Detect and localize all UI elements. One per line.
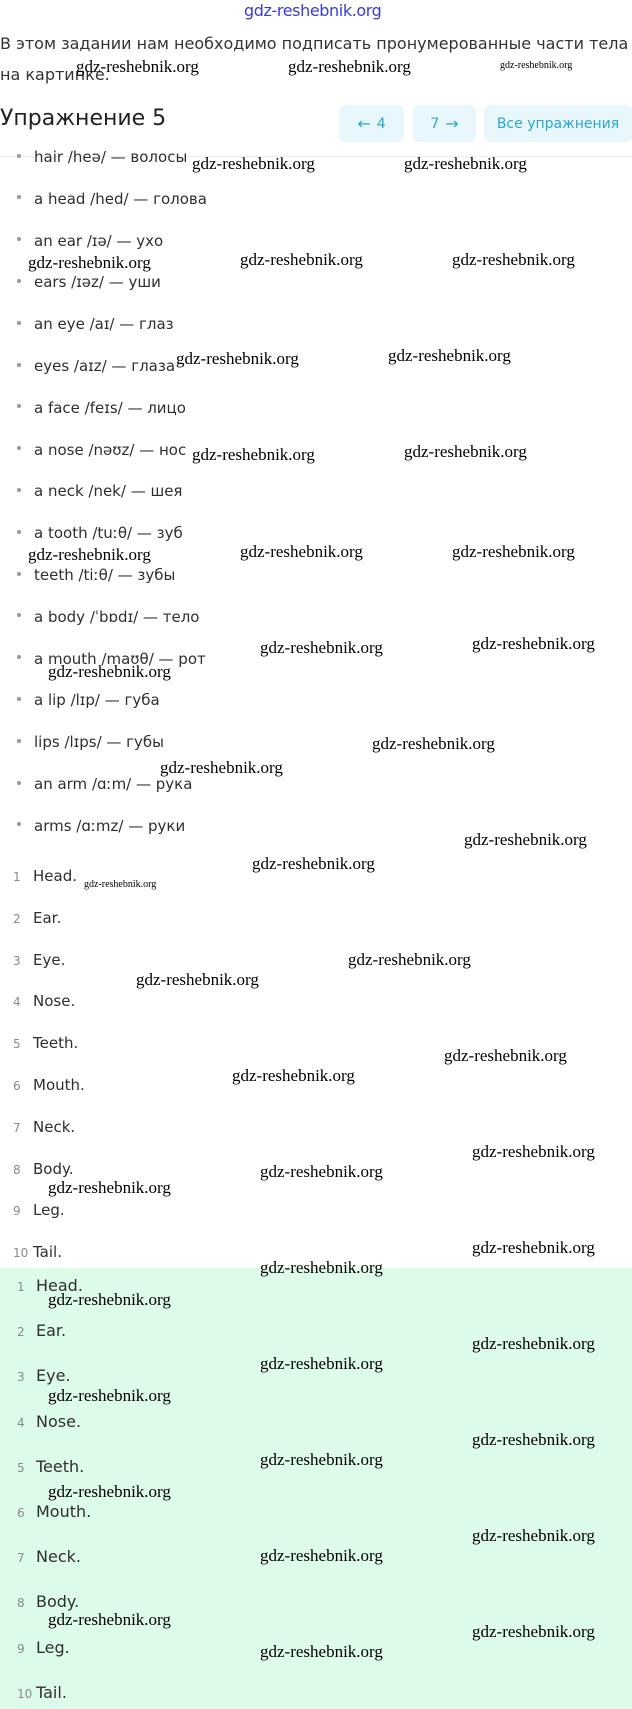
- bullet-icon: [17, 781, 21, 785]
- vocab-text: an eye /aɪ/ — глаз: [34, 315, 174, 334]
- item-text: Eye.: [36, 1366, 71, 1386]
- watermark-text: gdz-reshebnik.org: [176, 349, 299, 368]
- answer-item: [17, 1457, 84, 1476]
- item-number: 1: [13, 870, 21, 884]
- vocab-text: a body /ˈbɒdɪ/ — тело: [34, 607, 200, 626]
- item-number: 2: [17, 1325, 25, 1340]
- watermark-text: gdz-reshebnik.org: [48, 1290, 171, 1309]
- bullet-icon: [17, 195, 21, 199]
- watermark-text: gdz-reshebnik.org: [388, 346, 511, 365]
- vocab-item: [17, 482, 182, 500]
- item-number: 1: [17, 1280, 25, 1294]
- bullet-icon: [17, 697, 21, 701]
- bullet-icon: [17, 613, 21, 617]
- watermark-text: gdz-reshebnik.org: [260, 1546, 383, 1565]
- watermark-text: gdz-reshebnik.org: [48, 1482, 171, 1501]
- item-text: Neck.: [33, 1117, 76, 1136]
- list-item: [13, 909, 61, 927]
- vocab-item: [17, 315, 174, 333]
- item-text: Body.: [33, 1159, 74, 1178]
- watermark-text: gdz-reshebnik.org: [136, 970, 259, 989]
- list-item: [13, 1118, 75, 1136]
- vocab-item: [17, 817, 185, 835]
- watermark-text: gdz-reshebnik.org: [240, 250, 363, 269]
- answer-item: [17, 1366, 71, 1385]
- vocab-item: [17, 148, 187, 166]
- bullet-icon: [17, 321, 21, 325]
- item-number: 9: [13, 1204, 21, 1219]
- list-item: [13, 1243, 62, 1261]
- intro-text: В этом задании нам необходимо подписать пронумерованные части тела на картинке.: [0, 34, 629, 84]
- vocab-item: [17, 566, 175, 584]
- watermark-text: gdz-reshebnik.org: [160, 758, 283, 777]
- watermark-text: gdz-reshebnik.org: [240, 542, 363, 561]
- vocab-item: [17, 357, 175, 375]
- item-text: Teeth.: [36, 1456, 85, 1476]
- bullet-icon: [17, 739, 21, 743]
- bullet-icon: [17, 404, 21, 408]
- item-number: 4: [13, 995, 21, 1010]
- bullet-icon: [17, 446, 21, 450]
- vocab-text: teeth /tiːθ/ — зубы: [34, 566, 176, 584]
- vocab-text: a neck /nek/ — шея: [34, 482, 183, 501]
- bullet-icon: [17, 154, 21, 158]
- vocab-item: [17, 190, 207, 208]
- vocab-item: [17, 273, 161, 291]
- vocab-text: a head /hed/ — голова: [34, 189, 207, 208]
- item-text: Eye.: [33, 950, 66, 969]
- item-text: Head.: [36, 1276, 83, 1295]
- watermark-text: gdz-reshebnik.org: [472, 1334, 595, 1353]
- vocab-item: [17, 524, 183, 542]
- vocab-text: an ear /ɪə/ — ухо: [34, 231, 164, 250]
- item-number: 3: [13, 953, 21, 968]
- item-text: Neck.: [36, 1547, 81, 1567]
- watermark-text: gdz-reshebnik.org: [192, 445, 315, 464]
- list-item: [13, 1201, 65, 1219]
- item-number: 2: [13, 911, 21, 926]
- vocab-text: a nose /nəʊz/ — нос: [34, 440, 187, 459]
- exercise-title: Упражнение 5: [0, 106, 167, 131]
- item-number: 9: [17, 1641, 25, 1656]
- bullet-icon: [17, 363, 21, 367]
- vocab-item: [17, 232, 163, 250]
- item-number: 5: [13, 1037, 21, 1052]
- watermark-text: gdz-reshebnik.org: [252, 854, 375, 873]
- watermark-text: gdz-reshebnik.org: [372, 734, 495, 753]
- list-item: [13, 992, 75, 1010]
- item-number: 8: [13, 1162, 21, 1177]
- vocab-text: a mouth /maʊθ/ — рот: [34, 649, 206, 668]
- watermark-text: gdz-reshebnik.org: [260, 1642, 383, 1661]
- watermark-text: gdz-reshebnik.org: [260, 1450, 383, 1469]
- vocab-text: eyes /aɪz/ — глаза: [34, 357, 176, 375]
- watermark-text: gdz-reshebnik.org: [472, 1526, 595, 1545]
- watermark-text: gdz-reshebnik.org: [260, 1162, 383, 1181]
- item-text: Leg.: [33, 1201, 65, 1220]
- bullet-icon: [17, 572, 21, 576]
- watermark-text: gdz-reshebnik.org: [192, 154, 315, 173]
- watermark-text: gdz-reshebnik.org: [232, 1066, 355, 1085]
- item-number: 10: [17, 1686, 33, 1701]
- answer-item: [17, 1412, 81, 1431]
- vocab-item: [17, 441, 186, 459]
- watermark-text: gdz-reshebnik.org: [28, 253, 151, 272]
- bullet-icon: [17, 279, 21, 283]
- watermark-text: gdz-reshebnik.org: [84, 879, 157, 890]
- bullet-icon: [17, 655, 21, 659]
- item-number: 7: [17, 1551, 25, 1566]
- watermark-text: gdz-reshebnik.org: [472, 1238, 595, 1257]
- watermark-text: gdz-reshebnik.org: [404, 442, 527, 461]
- vocab-item: [17, 608, 199, 626]
- vocab-item: [17, 399, 186, 417]
- vocab-text: lips /lɪps/ — губы: [34, 733, 165, 752]
- bullet-icon: [17, 488, 21, 492]
- watermark-text: gdz-reshebnik.org: [444, 1046, 567, 1065]
- item-text: Head.: [33, 867, 77, 885]
- watermark-text: gdz-reshebnik.org: [28, 545, 151, 564]
- site-header-logo[interactable]: gdz-reshebnik.org: [244, 1, 382, 20]
- bullet-icon: [17, 530, 21, 534]
- vocab-text: arms /ɑːmz/ — руки: [34, 816, 186, 835]
- vocab-text: an arm /ɑːm/ — рука: [34, 775, 193, 793]
- vocab-item: [17, 733, 164, 751]
- vocab-item: [17, 691, 160, 709]
- vocab-text: hair /heə/ — волосы: [34, 148, 188, 166]
- item-number: 6: [13, 1079, 21, 1093]
- answer-item: [17, 1547, 81, 1566]
- watermark-text: gdz-reshebnik.org: [500, 60, 573, 71]
- watermark-text: gdz-reshebnik.org: [260, 1354, 383, 1373]
- item-text: Leg.: [36, 1637, 70, 1657]
- watermark-text: gdz-reshebnik.org: [48, 1610, 171, 1629]
- answer-item: [17, 1321, 66, 1340]
- list-item: [13, 1076, 85, 1094]
- vocab-text: a lip /lɪp/ — губа: [34, 691, 160, 710]
- watermark-text: gdz-reshebnik.org: [76, 57, 199, 76]
- watermark-text: gdz-reshebnik.org: [48, 1386, 171, 1405]
- next-exercise-label: 7: [430, 115, 440, 132]
- arrow-right-icon: →: [445, 114, 459, 133]
- vocab-text: a tooth /tuːθ/ — зуб: [34, 524, 183, 543]
- item-number: 5: [17, 1460, 25, 1475]
- answer-item: [17, 1592, 79, 1611]
- all-exercises-button[interactable]: [484, 105, 632, 142]
- item-text: Ear.: [36, 1321, 67, 1341]
- item-text: Ear.: [33, 908, 62, 927]
- watermark-text: gdz-reshebnik.org: [472, 1430, 595, 1449]
- item-text: Body.: [36, 1592, 80, 1612]
- watermark-text: gdz-reshebnik.org: [452, 542, 575, 561]
- item-text: Teeth.: [33, 1034, 79, 1053]
- watermark-text: gdz-reshebnik.org: [404, 154, 527, 173]
- watermark-text: gdz-reshebnik.org: [472, 1622, 595, 1641]
- item-number: 7: [13, 1120, 21, 1135]
- prev-exercise-button[interactable]: [339, 105, 404, 142]
- watermark-text: gdz-reshebnik.org: [48, 662, 171, 681]
- watermark-text: gdz-reshebnik.org: [260, 638, 383, 657]
- item-text: Tail.: [33, 1243, 62, 1262]
- list-item: [13, 1034, 78, 1052]
- item-text: Mouth.: [33, 1076, 85, 1094]
- watermark-text: gdz-reshebnik.org: [348, 950, 471, 969]
- vocab-text: a face /feɪs/ — лицо: [34, 398, 186, 417]
- watermark-text: gdz-reshebnik.org: [288, 57, 411, 76]
- arrow-left-icon: ←: [357, 114, 371, 133]
- item-number: 6: [17, 1506, 25, 1520]
- answer-item: [17, 1683, 67, 1702]
- prev-exercise-label: 4: [376, 115, 386, 132]
- list-item: [13, 1160, 74, 1178]
- item-number: 10: [13, 1246, 29, 1261]
- item-text: Mouth.: [36, 1502, 92, 1521]
- all-exercises-label: Все упражнения: [496, 115, 620, 132]
- item-number: 4: [17, 1415, 25, 1430]
- bullet-icon: [17, 822, 21, 826]
- watermark-text: gdz-reshebnik.org: [452, 250, 575, 269]
- watermark-text: gdz-reshebnik.org: [464, 830, 587, 849]
- item-text: Nose.: [33, 992, 76, 1011]
- item-text: Tail.: [36, 1682, 67, 1702]
- item-number: 3: [17, 1370, 25, 1385]
- item-text: Nose.: [36, 1411, 82, 1431]
- bullet-icon: [17, 237, 21, 241]
- watermark-text: gdz-reshebnik.org: [472, 634, 595, 653]
- watermark-text: gdz-reshebnik.org: [472, 1142, 595, 1161]
- list-item: [13, 951, 65, 969]
- next-exercise-button[interactable]: [413, 105, 476, 142]
- watermark-text: gdz-reshebnik.org: [48, 1178, 171, 1197]
- list-item: [13, 867, 77, 885]
- vocab-text: ears /ɪəz/ — уши: [34, 273, 161, 292]
- watermark-text: gdz-reshebnik.org: [260, 1258, 383, 1277]
- answer-item: [17, 1638, 70, 1657]
- item-number: 8: [17, 1596, 25, 1611]
- answer-item: [17, 1502, 91, 1521]
